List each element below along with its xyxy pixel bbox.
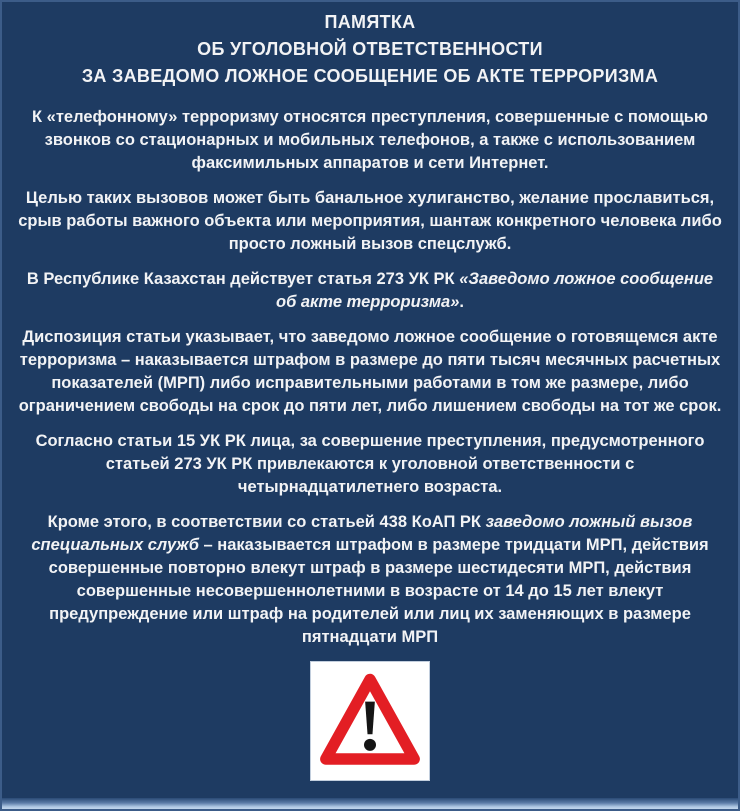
paragraph-telephone-terrorism: К «телефонному» терроризму относятся преступления, совершенные с помощью звонков со стационарных и мобильных телефонов, а также с использованием факсимильных аппаратов и сети Интернет. (32, 108, 708, 172)
paragraph-age-of-liability: Согласно статьи 15 УК РК лица, за совершение преступления, предусмотренного статьей 273 УК РК привлекаются к уголовной ответственности с четырнадцатилетнего возраста. (35, 432, 705, 496)
paragraph-article-273-article-title: «Заведомо ложное сообщение об акте терроризма» (275, 270, 714, 311)
paragraph-article-273-prefix: В Республике Казахстан действует статья 273 УК РК (26, 270, 460, 288)
bottom-border-band (2, 798, 738, 809)
poster-content (2, 2, 738, 809)
paragraph-koap-438-suffix: – наказывается штрафом в размере тридцати МРП, действия совершенные повторно влекут штраф в размере шестидесяти МРП, действия совершенные несовершеннолетними в возрасте от 14 до 15 лет влекут предупреждение или штраф на родителей или лиц их заменяющих в размере пятнадцати МРП (48, 536, 709, 646)
paragraph-article-273-suffix: . (459, 293, 464, 311)
warning-sign-box (310, 661, 430, 781)
warning-exclamation-triangle-icon (317, 668, 423, 774)
warning-sign-area (15, 661, 725, 781)
title-line-2: ОБ УГОЛОВНОЙ ОТВЕТСТВЕННОСТИ (197, 39, 543, 59)
paragraph-article-273 (15, 268, 725, 314)
title-line-1: ПАМЯТКА (324, 12, 416, 32)
paragraph-koap-438-prefix: Кроме этого, в соответствии со статьей 438 КоАП РК (47, 513, 486, 531)
paragraph-koap-438-offense-name: заведомо ложный вызов специальных служб (31, 513, 693, 554)
paragraph-koap-438 (15, 511, 725, 649)
paragraph-call-purposes: Целью таких вызовов может быть банальное хулиганство, желание прославиться, срыв работы важного объекта или мероприятия, шантаж конкретного человека либо просто ложный вызов спецслужб. (18, 189, 722, 253)
title-block (15, 9, 725, 90)
paragraph-disposition-penalties: Диспозиция статьи указывает, что заведомо ложное сообщение о готовящемся акте терроризма – наказывается штрафом в размере до пяти тысяч месячных расчетных показателей (МРП) либо исправительными работами в том же размере, либо ограничением свободы на срок до пяти лет, либо лишением свободы на тот же срок. (18, 328, 722, 415)
title-line-3: ЗА ЗАВЕДОМО ЛОЖНОЕ СООБЩЕНИЕ ОБ АКТЕ ТЕРРОРИЗМА (81, 66, 659, 86)
